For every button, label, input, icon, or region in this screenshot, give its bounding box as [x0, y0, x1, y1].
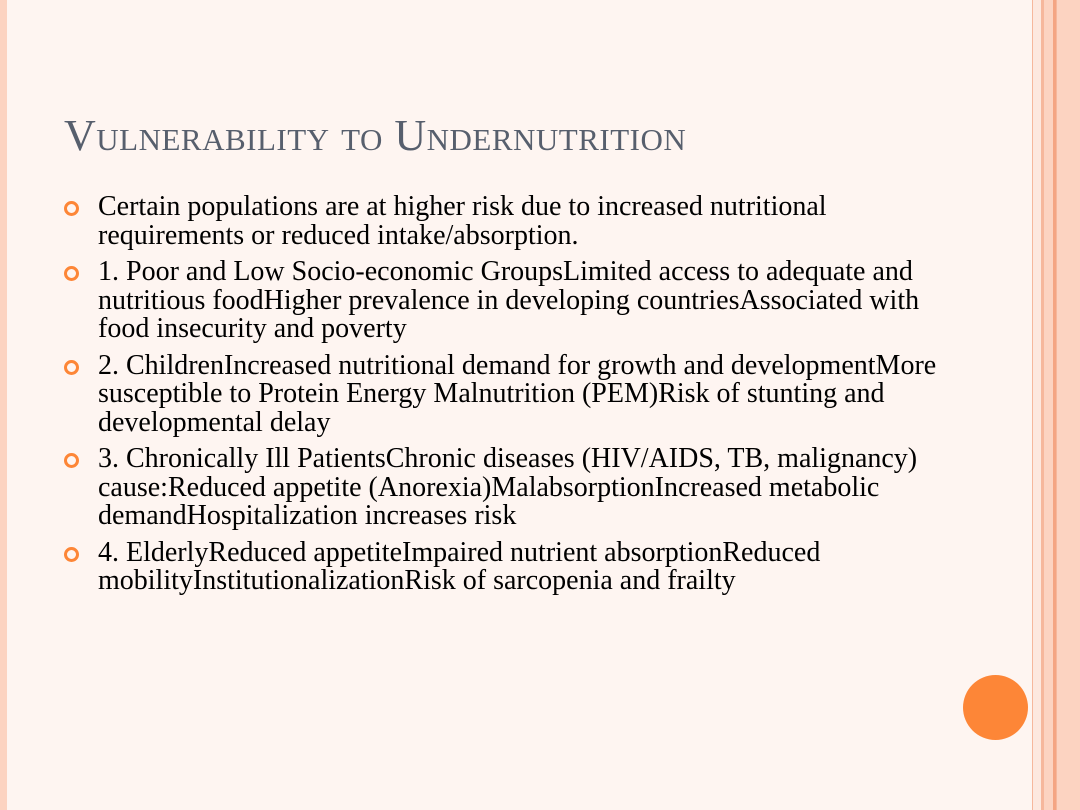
bullet-text: 2. ChildrenIncreased nutritional demand for growth and developmentMore susceptible to Protein Energy Malnutrition (PEM)Risk of stunting and developmental delay [98, 349, 937, 438]
slide-title: Vulnerability to Undernutrition [64, 111, 687, 160]
bullet-item [64, 258, 944, 344]
bullet-text: 4. ElderlyReduced appetiteImpaired nutrient absorptionReduced mobilityInstitutionalizationRisk of sarcopenia and frailty [98, 536, 821, 596]
ring-bullet-icon [64, 201, 79, 216]
bullet-text: 1. Poor and Low Socio-economic GroupsLimited access to adequate and nutritious foodHigher prevalence in developing countriesAssociated with food insecurity and poverty [98, 256, 920, 344]
bullet-item [64, 536, 944, 596]
orange-circle-icon [963, 675, 1028, 740]
bullet-list [64, 193, 944, 604]
ring-bullet-icon [64, 360, 79, 375]
bullet-item [64, 349, 944, 438]
right-border-stripe [1044, 0, 1053, 810]
bullet-text: 3. Chronically Ill PatientsChronic diseases (HIV/AIDS, TB, malignancy) cause:Reduced appetite (Anorexia)MalabsorptionIncreased metabolic demandHospitalization increases risk [98, 443, 918, 531]
right-border-stripe [1056, 0, 1080, 810]
bullet-item [64, 445, 944, 531]
ring-bullet-icon [64, 453, 79, 468]
ring-bullet-icon [64, 266, 79, 281]
ring-bullet-icon [64, 547, 79, 562]
bullet-text: Certain populations are at higher risk due to increased nutritional requirements or reduced intake/absorption. [98, 191, 827, 251]
bullet-item [64, 193, 944, 250]
